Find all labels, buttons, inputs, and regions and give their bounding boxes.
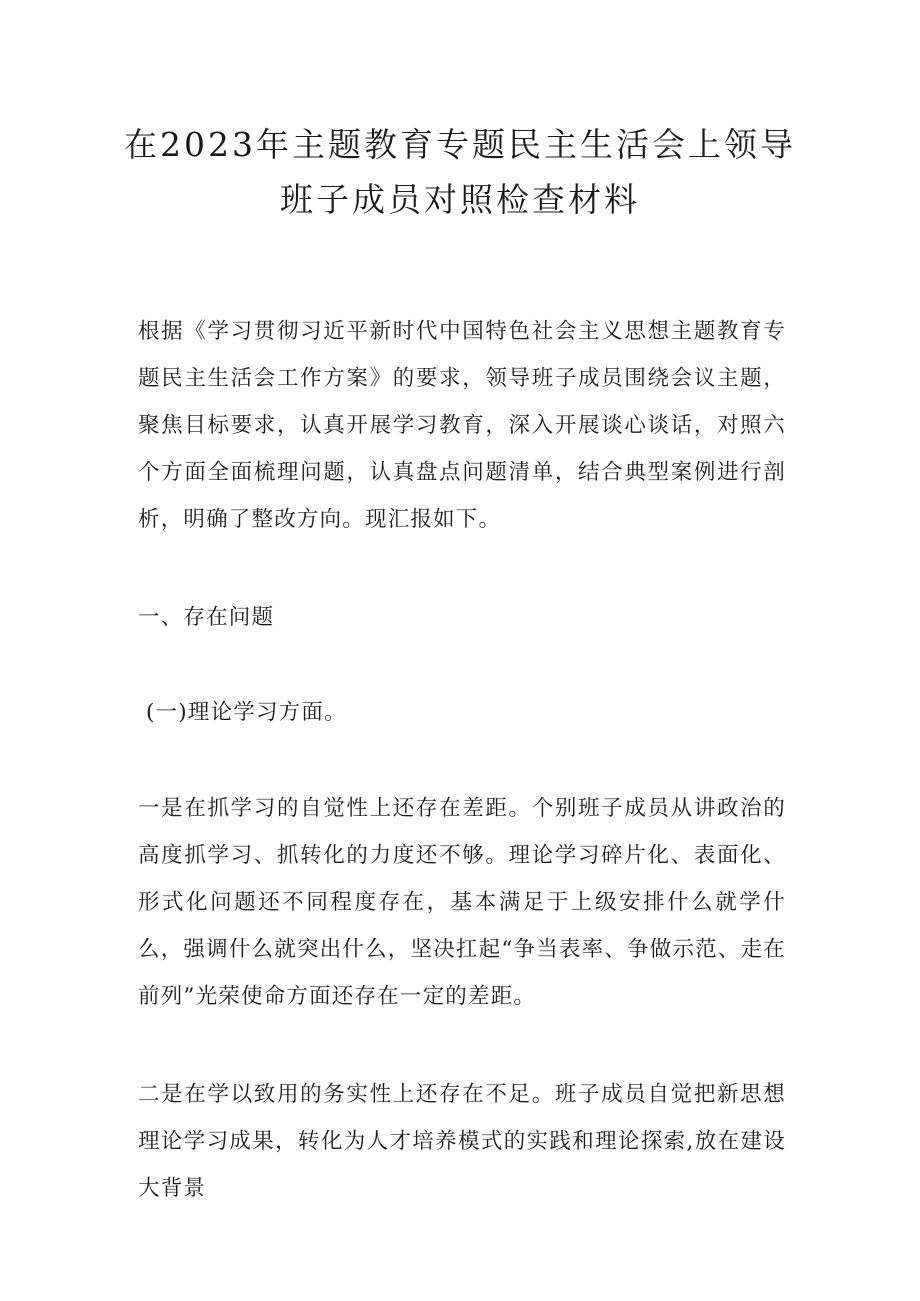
intro-paragraph: 根据《学习贯彻习近平新时代中国特色社会主义思想主题教育专题民主生活会工作方案》的要求，领导班子成员围绕会议主题，聚焦目标要求，认真开展学习教育，深入开展谈心谈话，对照六个方面全面梳理问题，认真盘点问题清单，结合典型案例进行剖析，明确了整改方向。现汇报如下。 [138,319,786,532]
title-line-2: 班子成员对照检查材料 [280,180,640,219]
subsection-heading-theory-study: (一)理论学习方面。 [146,700,347,725]
section-heading-problems: 一、存在问题 [138,605,275,630]
title-line-1: 在2023年主题教育专题民主生活会上领导 [124,125,796,164]
document-title [0,117,920,227]
point-one-paragraph: 一是在抓学习的自觉性上还存在差距。个别班子成员从讲政治的高度抓学习、抓转化的力度还不够。理论学习碎片化、表面化、形式化问题还不同程度存在，基本满足于上级安排什么就学什么，强调什么就突出什么，坚决扛起“争当表率、争做示范、走在前列”光荣使命方面还存在一定的差距。 [138,796,786,1009]
point-two-paragraph: 二是在学以致用的务实性上还存在不足。班子成员自觉把新思想理论学习成果，转化为人才培养模式的实践和理论探索,放在建设大背景 [138,1082,786,1201]
